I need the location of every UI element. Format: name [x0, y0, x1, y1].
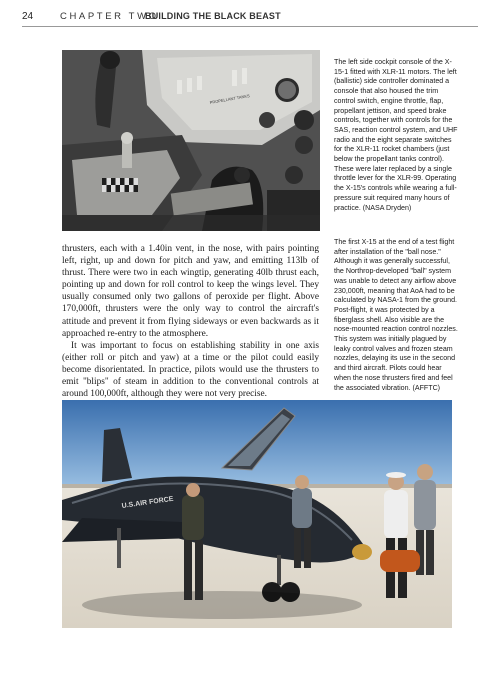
x15-ground-crew-photo [62, 400, 452, 628]
chapter-title: BUILDING THE BLACK BEAST [145, 11, 281, 21]
body-text [62, 243, 319, 400]
body-paragraph: It was important to focus on establishing stability in one axis (either roll or pitch and yaw) at a time or the pilot could easily become disorientated. In practice, pilots would use the thrusters to emit "blips" of steam in addition to the conventional controls at around 100,000ft, although they were not very precise. [62, 340, 319, 400]
caption-ball-nose: The first X-15 at the end of a test flight after installation of the "ball nose." Although it was generally successful, the Northrop-developed "ball" system was unable to detect any airflow above 230,000ft, meaning that AoA had to be calculated by NASA-1 from the ground. Post-flight, it was protected by a fiberglass shell. Also visible are the nose-mounted reaction control nozzles. This system was initially plagued by leaky control valves and frozen steam nozzles, delaying its use in the second and third aircraft. Pilots could hear when the nose thrusters fired and feel the associated vibration. (AFFTC) [334, 238, 458, 392]
tail-marking: U.S.AIR FORCE [121, 495, 174, 510]
header-rule [22, 26, 478, 27]
page-number: 24 [22, 11, 34, 22]
console-label: PROPELLANT TANKS [209, 93, 251, 105]
chapter-label: CHAPTER TWO [60, 11, 159, 22]
caption-cockpit-console: The left side cockpit console of the X-15-1 fitted with XLR-11 motors. The left (ballistic) side controller dominated a console that also housed the trim control switch, engine throttle, flap, propellant jettison, and speed brake controls, together with controls for the SAS, reaction control system, and UHF radio and the eight separate switches for the XLR-11 rocket chambers (just below the propellant tanks control). These were later replaced by a single throttle lever for the XLR-99. Operating the X-15's controls while wearing a full-pressure suit required many hours of practice. (NASA Dryden) [334, 58, 458, 212]
body-paragraph: thrusters, each with a 1.40in vent, in the nose, with pairs pointing left, right, up and down for pitch and yaw, and emitting 113lb of thrust. There were two in each wingtip, generating 40lb thrust each, pointing up and down for roll control to keep the wings level. They usually consumed only two gallons of peroxide per flight. Above 170,000ft, thrusters were the only way to control the aircraft's attitude and prevent it from flying sideways or even backwards as it approached re-entry to the atmosphere. [62, 244, 319, 339]
cockpit-console-photo [62, 50, 320, 231]
